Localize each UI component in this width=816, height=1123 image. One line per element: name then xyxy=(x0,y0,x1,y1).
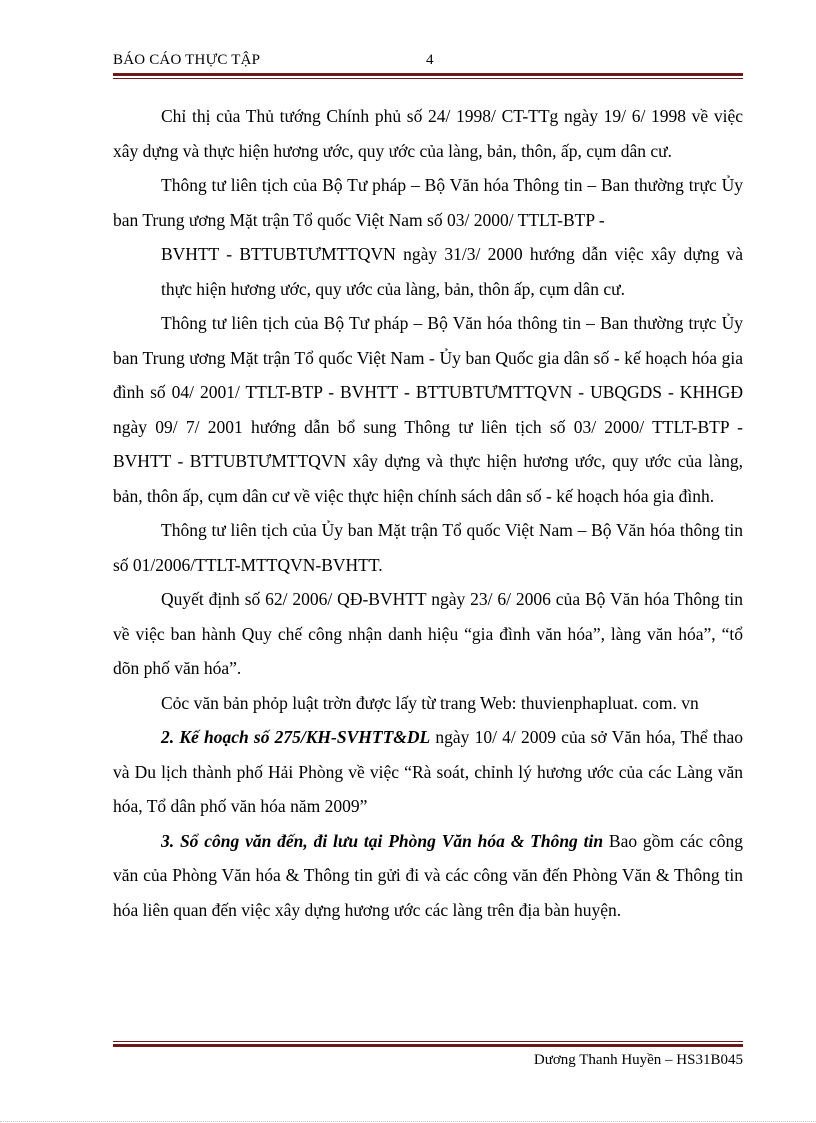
paragraph-chi-thi-24: Chỉ thị của Thủ tướng Chính phủ số 24/ 1998/ CT-TTg ngày 19/ 6/ 1998 về việc xây dựng và thực hiện hương ước, quy ước của làng, bản, thôn, ấp, cụm dân cư. xyxy=(113,106,743,161)
item-3-heading: 3. Sổ công văn đến, đi lưu tại Phòng Văn hóa & Thông tin xyxy=(161,830,604,851)
footer-rule-thick xyxy=(113,1044,743,1047)
header-title: BÁO CÁO THỰC TẬP xyxy=(113,52,261,68)
item-3 xyxy=(113,824,743,928)
item-2-heading: 2. Kế hoạch số 275/KH-SVHTT&DL xyxy=(161,727,431,747)
paragraph-source-website: Cỏc văn bản phỏp luật trờn được lấy từ trang Web: thuvienphapluat. com. vn xyxy=(161,692,699,713)
paragraph-quyet-dinh-62: Quyết định số 62/ 2006/ QĐ-BVHTT ngày 23/ 6/ 2006 của Bộ Văn hóa Thông tin về việc ban hành Quy chế công nhận danh hiệu “gia đình văn hóa”, làng văn hóa”, “tổ dõn phố văn hóa”. xyxy=(113,589,743,678)
paragraph-thong-tu-03-part2: BVHTT - BTTUBTƯMTTQVN ngày 31/3/ 2000 hướng dẫn việc xây dựng và thực hiện hương ước, quy ước của làng, bản, thôn ấp, cụm dân cư. xyxy=(161,244,743,299)
header-rule-thick xyxy=(113,73,743,76)
paragraph-thong-tu-04: Thông tư liên tịch của Bộ Tư pháp – Bộ Văn hóa thông tin – Ban thường trực Ủy ban Trung ương Mặt trận Tổ quốc Việt Nam - Ủy ban Quốc gia dân số - kế hoạch hóa gia đình số 04/ 2001/ TTLT-BTP - BVHTT - BTTUBTƯMTTQVN - UBQGDS - KHHGĐ ngày 09/ 7/ 2001 hướng dẫn bổ sung Thông tư liên tịch số 03/ 2000/ TTLT-BTP - BVHTT - BTTUBTƯMTTQVN xây dựng và thực hiện hương ước, quy ước của làng, bản, thôn ấp, cụm dân cư về việc thực hiện chính sách dân số - kế hoạch hóa gia đình. xyxy=(113,313,743,506)
footer-author: Dương Thanh Huyền – HS31B045 xyxy=(533,1052,743,1068)
header-rule-thin xyxy=(113,78,743,79)
item-2-text: ngày 10/ 4/ 2009 của sở Văn hóa, Thể thao và Du lịch thành phố Hải Phòng về việc “Rà soát, chỉnh lý hương ước của các Làng văn hóa, Tổ dân phố văn hóa năm 2009” xyxy=(113,727,743,816)
footer-rule-thin xyxy=(113,1041,743,1042)
item-3-text: Bao gồm các công văn của Phòng Văn hóa & Thông tin gửi đi và các công văn đến Phòng Văn & Thông tin hóa liên quan đến việc xây dựng hương ước các làng trên địa bàn huyện. xyxy=(113,830,743,920)
document-body xyxy=(113,99,743,927)
paragraph-thong-tu-03-part1: Thông tư liên tịch của Bộ Tư pháp – Bộ Văn hóa Thông tin – Ban thường trực Ủy ban Trung ương Mặt trận Tổ quốc Việt Nam số 03/ 2000/ TTLT-BTP - xyxy=(113,175,743,230)
page-header xyxy=(113,52,743,74)
page-edge-divider xyxy=(0,1121,816,1122)
page-number: 4 xyxy=(426,52,434,68)
paragraph-thong-tu-01-2006: Thông tư liên tịch của Ủy ban Mặt trận Tổ quốc Việt Nam – Bộ Văn hóa thông tin số 01/2006/TTLT-MTTQVN-BVHTT. xyxy=(113,520,743,575)
item-2 xyxy=(113,720,743,824)
